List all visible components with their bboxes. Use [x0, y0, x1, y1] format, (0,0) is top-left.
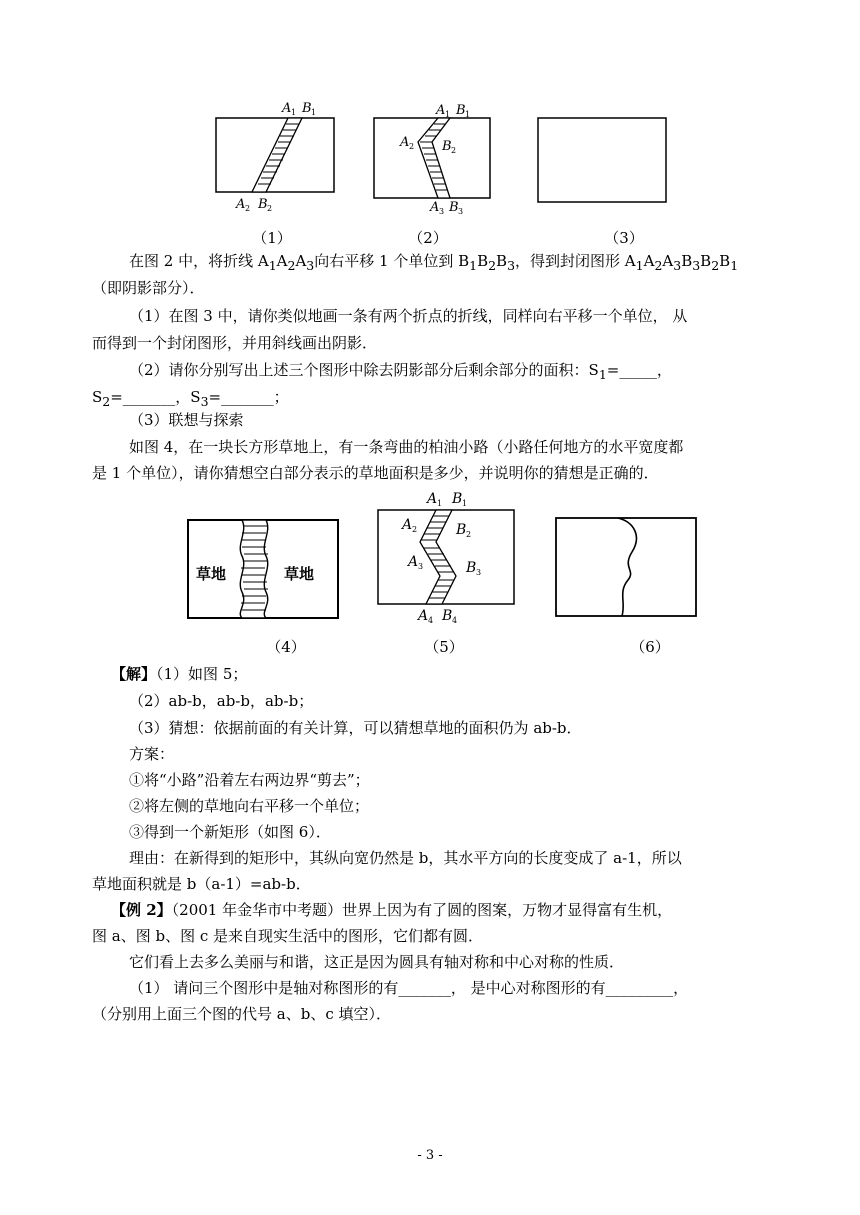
caption-fig1: （1） — [252, 229, 292, 247]
figure-6 — [552, 514, 700, 620]
fig1-label-a1-sub: 1 — [291, 108, 297, 117]
solution-2: （2）ab-b，ab-b，ab-b； — [129, 692, 314, 710]
fig1-label-a2-sub: 2 — [245, 204, 251, 213]
example-tag: 【例 2】 — [111, 901, 172, 919]
fig5-label-b3-sub: 3 — [476, 568, 482, 577]
question-1-line-1: （1）在图 3 中，请你类似地画一条有两个折点的折线，同样向右平移一个单位， 从 — [129, 307, 688, 325]
question-3-line-2: 是 1 个单位），请你猜想空白部分表示的草地面积是多少，并说明你的猜想是正确的． — [92, 464, 659, 482]
figure-4 — [184, 516, 344, 622]
example-2-question-1: （1） 请问三个图形中是轴对称图形的有_______， 是中心对称图形的有_________， — [129, 979, 689, 997]
fig5-label-a3: A — [408, 554, 419, 570]
fig2-label-b2-sub: 2 — [451, 146, 457, 155]
fig2-label-a1: A — [436, 103, 446, 118]
plan-heading: 方案： — [129, 745, 175, 763]
fig5-label-b4-sub: 4 — [452, 616, 458, 625]
para-shaded-note: （即阴影部分）． — [92, 279, 205, 297]
fig2-label-b3-sub: 3 — [458, 207, 464, 216]
fig5-label-a4: A — [418, 608, 429, 624]
fig5-label-b2: B — [456, 522, 467, 538]
fig5-label-a3-sub: 3 — [418, 562, 424, 571]
fig2-label-a2: A — [400, 135, 410, 150]
grass-label-right: 草地 — [284, 565, 315, 583]
example-2-line-3: 它们看上去多么美丽与和谐，这正是因为圆具有轴对称和中心对称的性质． — [129, 953, 625, 971]
fig1-label-a1: A — [282, 101, 292, 116]
solution-tag: 【解】 — [111, 665, 157, 683]
figure-3 — [534, 114, 670, 206]
grass-label-left: 草地 — [196, 565, 227, 583]
fig2-label-a2-sub: 2 — [409, 142, 415, 151]
solution-1: 【解】（1）如图 5； — [111, 665, 248, 683]
fig5-label-b4: B — [442, 608, 453, 624]
fig1-label-b2-sub: 2 — [267, 204, 273, 213]
fig2-label-a1-sub: 1 — [445, 110, 451, 119]
fig2-label-b2: B — [442, 139, 452, 154]
fig5-label-b1: B — [452, 491, 463, 507]
question-2-line-1: （2）请你分别写出上述三个图形中除去阴影部分后剩余部分的面积：$S_1=\_\_\_\_\_$， — [129, 361, 672, 382]
caption-fig6: （6） — [630, 638, 670, 656]
fig2-label-b1-sub: 1 — [465, 110, 471, 119]
reason-line-2: 草地面积就是 b（a-1）=ab-b． — [92, 875, 311, 893]
fig5-label-b2-sub: 2 — [466, 530, 472, 539]
figure-2 — [368, 98, 496, 218]
fig5-label-a1: A — [427, 491, 438, 507]
page-number: - 3 - — [417, 1148, 443, 1163]
caption-fig2: （2） — [408, 229, 448, 247]
fig1-label-b1-sub: 1 — [311, 108, 317, 117]
example-2-line-2: 图 a、图 b、图 c 是来自现实生活中的图形，它们都有圆． — [92, 927, 484, 945]
question-2-line-2: $S_2=\_\_\_\_\_\_\_$，$S_3=\_\_\_\_\_\_\_$； — [92, 388, 289, 409]
fig2-label-b1: B — [456, 103, 466, 118]
fig2-label-b3: B — [449, 200, 459, 215]
reason-line-1: 理由：在新得到的矩形中，其纵向宽仍然是 b，其水平方向的长度变成了 a-1，所以 — [129, 849, 682, 867]
plan-step-3: ③得到一个新矩形（如图 6）． — [129, 823, 331, 841]
caption-fig5: （5） — [424, 638, 464, 656]
fig5-label-b1-sub: 1 — [462, 499, 468, 508]
figure-1 — [210, 98, 340, 216]
fig1-label-a2: A — [236, 197, 246, 212]
fig5-label-a4-sub: 4 — [428, 616, 434, 625]
plan-step-2: ②将左侧的草地向右平移一个单位； — [129, 797, 370, 815]
solution-3: （3）猜想：依据前面的有关计算，可以猜想草地的面积仍为 ab-b． — [129, 719, 582, 737]
fig2-label-a3-sub: 3 — [439, 207, 445, 216]
fig2-label-a3: A — [430, 200, 440, 215]
caption-fig3: （3） — [604, 229, 644, 247]
example-2-line-1: 【例 2】（2001 年金华市中考题）世界上因为有了圆的图案，万物才显得富有生机， — [111, 901, 673, 919]
fig5-label-a2: A — [402, 517, 413, 533]
fig5-label-a2-sub: 2 — [412, 525, 418, 534]
question-1-line-2: 而得到一个封闭图形，并用斜线画出阴影． — [92, 334, 378, 352]
plan-step-1: ①将“小路”沿着左右两边界“剪去”； — [129, 771, 370, 789]
fig1-label-b2: B — [258, 197, 268, 212]
fig5-label-a1-sub: 1 — [437, 499, 443, 508]
para-fig2-desc: 在图 2 中，将折线 $A_1A_2A_3$向右平移 1 个单位到 $B_1B_2B_3$，得到封闭图形 $A_1A_2A_3B_3B_2B_1$ — [129, 252, 739, 273]
figure-5 — [372, 486, 520, 628]
fig1-label-b1: B — [302, 101, 312, 116]
example-2-question-1-note: （分别用上面三个图的代号 a、b、c 填空）． — [92, 1005, 391, 1023]
caption-fig4: （4） — [266, 638, 306, 656]
question-3-title: （3）联想与探索 — [129, 411, 244, 429]
fig5-label-b3: B — [466, 560, 477, 576]
question-3-line-1: 如图 4，在一块长方形草地上，有一条弯曲的柏油小路（小路任何地方的水平宽度都 — [129, 438, 684, 456]
